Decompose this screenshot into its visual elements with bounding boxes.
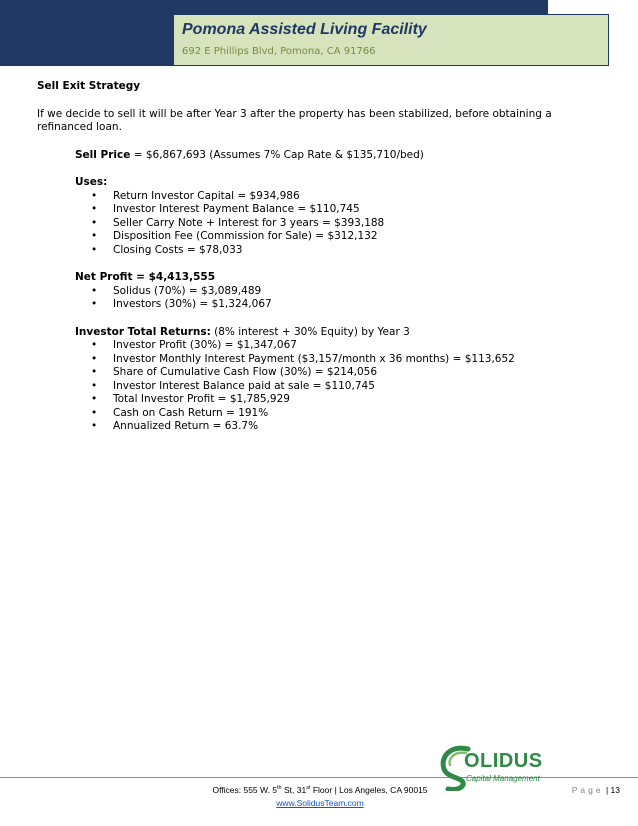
list-item: • Investor Profit (30%) = $1,347,067 [75,339,597,353]
page-number [572,785,620,795]
sell-price-label: Sell Price [75,148,131,161]
solidus-logo [436,743,556,791]
header-title-box [173,14,609,66]
footer-address [186,782,454,810]
uses-list [75,190,597,258]
net-profit-list [75,285,597,312]
section-heading: Sell Exit Strategy [37,80,141,92]
list-item: • Investors (30%) = $1,324,067 [75,298,597,312]
net-profit-section [75,271,597,312]
document-body [37,80,597,434]
list-item: • Return Investor Capital = $934,986 [75,190,597,204]
list-item: • Closing Costs = $78,033 [75,244,597,258]
list-item: • Investor Interest Payment Balance = $110,745 [75,203,597,217]
list-item: • Cash on Cash Return = 191% [75,407,597,421]
header-title: Pomona Assisted Living Facility [182,21,427,38]
offices-text: Offices: 555 W. 5 [212,784,278,795]
page-word: Page [571,785,604,795]
list-item: • Investor Monthly Interest Payment ($3,157/month x 36 months) = $113,652 [75,353,597,367]
uses-label: Uses: [75,176,108,188]
list-item: • Share of Cumulative Cash Flow (30%) = $214,056 [75,366,597,380]
logo-subtitle: Capital Management [466,774,540,783]
investor-returns-text: (8% interest + 30% Equity) by Year 3 [210,325,410,338]
page-number-value: 13 [610,785,620,795]
header-address: 692 E Phillips Blvd, Pomona, CA 91766 [182,46,376,57]
offices-text-end: Floor | Los Angeles, CA 90015 [310,784,428,795]
logo-wordmark: OLIDUS [464,750,543,772]
list-item: • Total Investor Profit = $1,785,929 [75,393,597,407]
offices-sup-st: st [306,785,311,791]
investor-returns-list [75,339,597,434]
offices-sup-th: th [277,785,282,791]
list-item: • Seller Carry Note + Interest for 3 years = $393,188 [75,217,597,231]
offices-text-mid: St, 31 [281,784,307,795]
page-separator: | [603,785,611,795]
net-profit-label: Net Profit = $4,413,555 [75,271,216,283]
intro-paragraph: If we decide to sell it will be after Year 3 after the property has been stabilized, before obtaining a refinanced loan. [37,107,552,133]
uses-section [75,176,597,257]
investor-returns-label: Investor Total Returns: [75,325,211,338]
list-item: • Annualized Return = 63.7% [75,420,597,434]
list-item: • Disposition Fee (Commission for Sale) = $312,132 [75,230,597,244]
list-item: • Investor Interest Balance paid at sale = $110,745 [75,380,597,394]
website-link[interactable]: www.SolidusTeam.com [276,797,364,808]
sell-price-section [75,149,597,163]
sell-price-text: = $6,867,693 (Assumes 7% Cap Rate & $135,710/bed) [130,148,424,161]
list-item: • Solidus (70%) = $3,089,489 [75,285,597,299]
investor-returns-section [75,326,597,434]
